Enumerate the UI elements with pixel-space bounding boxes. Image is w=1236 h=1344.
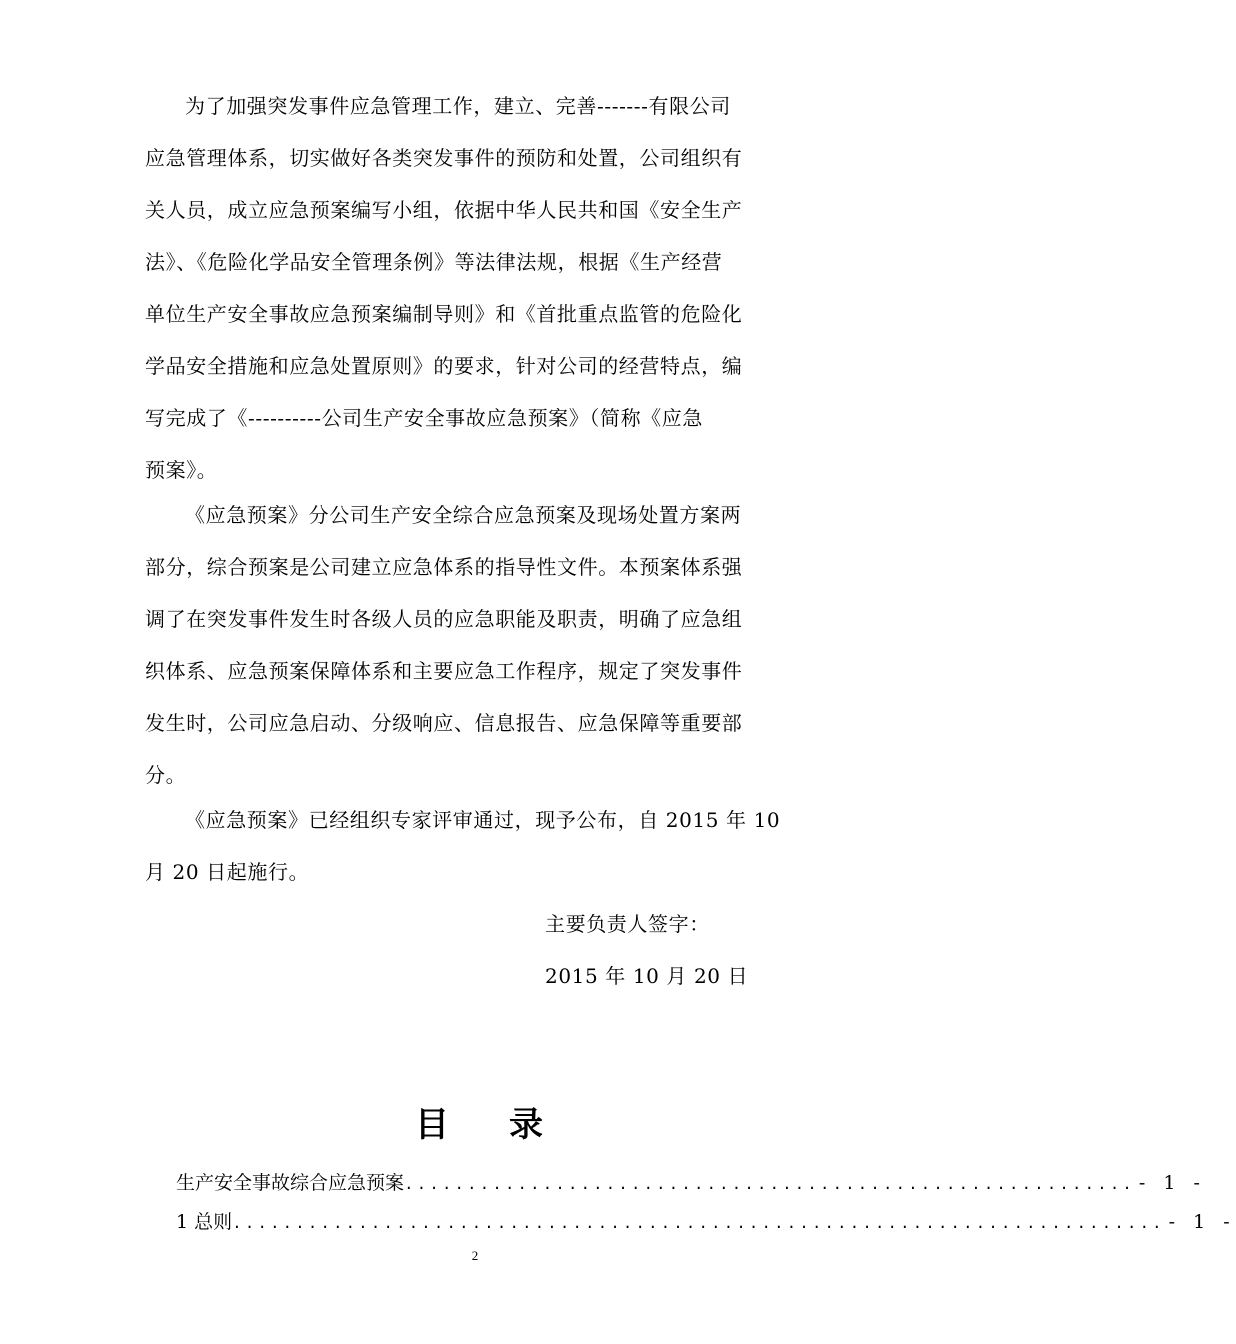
toc-entry-page: - 1 - bbox=[1138, 1172, 1206, 1194]
text-line: 关人员，成立应急预案编写小组，依据中华人民共和国《安全生产 bbox=[145, 198, 743, 222]
text-line: 学品安全措施和应急处置原则》的要求，针对公司的经营特点，编 bbox=[145, 354, 743, 378]
text-line: 织体系、应急预案保障体系和主要应急工作程序，规定了突发事件 bbox=[145, 659, 743, 683]
text-line: 《应急预案》已经组织专家评审通过，现予公布，自 2015 年 10 bbox=[185, 808, 781, 832]
toc-title: 目录 bbox=[415, 1105, 603, 1145]
text-line: 单位生产安全事故应急预案编制导则》和《首批重点监管的危险化 bbox=[145, 302, 743, 326]
text-line: 应急管理体系，切实做好各类突发事件的预防和处置，公司组织有 bbox=[145, 146, 743, 170]
toc-entry-page: - 1 - bbox=[1168, 1211, 1236, 1233]
text-line: 分。 bbox=[145, 763, 187, 787]
text-line: 《应急预案》分公司生产安全综合应急预案及现场处置方案两 bbox=[185, 503, 742, 527]
signature-label: 主要负责人签字： bbox=[545, 912, 710, 936]
text-line: 法》、《危险化学品安全管理条例》等法律法规，根据《生产经营 bbox=[145, 250, 723, 274]
toc-entry-leader: .......................................................... bbox=[404, 1176, 1135, 1194]
signature-date: 2015 年 10 月 20 日 bbox=[545, 964, 749, 988]
text-line: 为了加强突发事件应急管理工作，建立、完善-------有限公司 bbox=[185, 94, 731, 118]
text-line: 月 20 日起施行。 bbox=[145, 860, 310, 884]
toc-entry-text: 生产安全事故综合应急预案 bbox=[176, 1172, 405, 1194]
toc-entry-leader: .......................................................................... bbox=[232, 1215, 1165, 1233]
text-line: 部分，综合预案是公司建立应急体系的指导性文件。本预案体系强 bbox=[145, 555, 743, 579]
text-line: 调了在突发事件发生时各级人员的应急职能及职责，明确了应急组 bbox=[145, 607, 743, 631]
text-line: 写完成了《----------公司生产安全事故应急预案》（简称《应急 bbox=[145, 406, 703, 430]
toc-entry[interactable] bbox=[176, 1208, 1236, 1236]
toc-entry[interactable] bbox=[176, 1169, 1206, 1197]
text-line: 预案》。 bbox=[145, 458, 218, 482]
page-number: 2 bbox=[471, 1248, 479, 1263]
toc-entry-text: 1 总则 bbox=[176, 1211, 233, 1233]
text-line: 发生时，公司应急启动、分级响应、信息报告、应急保障等重要部 bbox=[145, 711, 743, 735]
